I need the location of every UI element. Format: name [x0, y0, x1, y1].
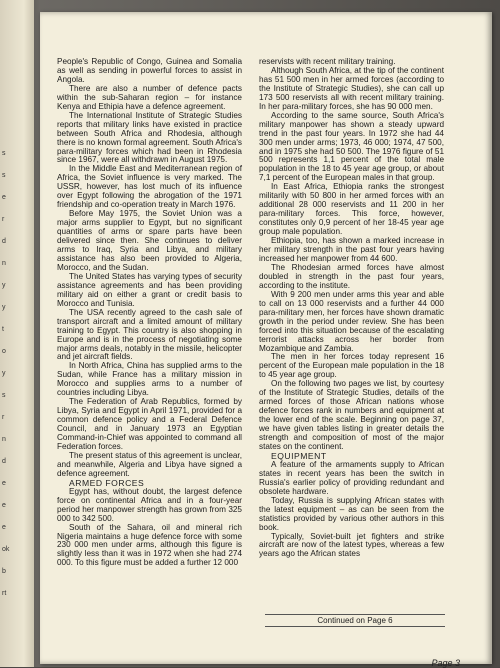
paragraph: Before May 1975, the Soviet Union was a major arms supplier to Egypt, but no significant quantities of arms or spare parts have been delivered since then. She continues to deliver arms to Iraq, Syria and Libya, and military assistance has also been provided to Algeria, Morocco, and the Sudan.: [57, 209, 242, 272]
paragraph: The men in her forces today represent 16 percent of the European male population in the 18 to 45 year age group.: [259, 352, 444, 380]
left-page-fragment: n: [2, 260, 6, 267]
column-right-after: [259, 461, 444, 559]
paragraph: The USA recently agreed to the cash sale of transport aircraft and a limited amount of military training to Egypt. This country is also shopping in Europe and is in the process of negotiating some major arms deals, notably in the missile, helicopter and jet aircraft fields.: [57, 307, 242, 362]
paragraph: The International Institute of Strategic Studies reports that military links have existed in practice between South Africa and Rhodesia, although there is no known formal agreement. South Africa's para-military forces which had been in Rhodesia since 1967, were all withdrawn in August 1975.: [57, 110, 242, 165]
heading-equipment: EQUIPMENT: [271, 450, 327, 461]
left-page-fragment: b: [2, 568, 6, 575]
left-page-fragment: ok: [2, 546, 10, 553]
column-right-body: [259, 58, 444, 452]
paragraph: According to the same source, South Africa's military manpower has shown a steady upward trend in the past four years. In 1972 she had 44 300 men under arms; 1973, 46 000; 1974, 47 500, and in 1975 she had 50 500. The 1976 figure of 51 500 represents 1,1 percent of the total male population in the 18 to 45 year age group, or about 7,1 percent of the European males in that group.: [259, 110, 444, 183]
left-page-fragment: e: [2, 524, 6, 531]
paragraph: Today, Russia is supplying African states with the latest equipment – as can be seen from the statistics provided by various other authors in this book.: [259, 495, 444, 532]
left-page-fragment: e: [2, 480, 6, 487]
left-page-fragment: y: [2, 282, 6, 289]
paragraph: The Federation of Arab Republics, formed by Libya, Syria and Egypt in April 1971, provided for a common defence policy and a Federal Defence Council, and in January 1973 an Egyptian Command-in-Chief was appointed to command all Federation forces.: [57, 397, 242, 451]
left-page-fragment: e: [2, 502, 6, 509]
column-left-after: [57, 488, 242, 569]
left-page-fragment: r: [2, 216, 5, 223]
paragraph: With 9 200 men under arms this year and able to call on 13 000 reservists and a further 44 000 para-military men, her forces have shown dramatic growth in the period under review. She has been forced into this situation because of the escalating terrorist attacks across her border from Mozambique and Zambia.: [259, 289, 444, 353]
paragraph: People's Republic of Congo, Guinea and Somalia as well as sending in powerful forces to assist in Angola.: [57, 57, 242, 84]
left-page-fragment: n: [2, 436, 6, 443]
paragraph: The present status of this agreement is unclear, and meanwhile, Algeria and Libya have signed a defence agreement.: [57, 450, 242, 478]
left-page-fragment: y: [2, 304, 6, 311]
left-page-fragment: s: [2, 392, 6, 399]
left-page-fragment: rt: [2, 590, 7, 597]
paragraph: Ethiopia, too, has shown a marked increase in her military strength in the past four years having increased her manpower from 44 600.: [259, 236, 444, 263]
continued-note: Continued on Page 6: [265, 614, 445, 627]
column-left-body: [57, 58, 242, 479]
paragraph: On the following two pages we list, by courtesy of the Institute of Strategic Studies, details of the armed forces of those African nations whose defence forces rank in numbers and equipment at the lower end of the scale. Beginning on page 37, we have given tables listing in greater details the strength and composition of most of the major states on the continent.: [259, 379, 444, 451]
page-number: Page 3: [431, 658, 460, 668]
left-page-edge: [0, 0, 34, 667]
paragraph: Typically, Soviet-built jet fighters and strike aircraft are now of the latest types, whereas a few years ago the African states: [259, 531, 444, 559]
paragraph: A feature of the armaments supply to African states in recent years has been the switch in Russia's earlier policy of providing redundant and obsolete hardware.: [259, 459, 444, 496]
heading-armed-forces: ARMED FORCES: [69, 477, 145, 488]
paragraph: In the Middle East and Mediterranean region of Africa, the Soviet influence is very marked. The USSR, however, has lost much of its influence over Egypt following the abrogation of the 1971 friendship and co-operation treaty in March 1976.: [57, 164, 242, 210]
left-page-fragment: y: [2, 370, 6, 377]
left-page-fragment: e: [2, 194, 6, 201]
left-page-fragment: o: [2, 348, 6, 355]
left-page-fragment: d: [2, 238, 6, 245]
paragraph: Although South Africa, at the tip of the continent has 51 500 men in her armed forces (according to the Institute of Strategic Studies), she can call up 173 500 reservists all with recent military training. In her para-military forces, she has 90 000 men.: [259, 65, 444, 111]
paragraph: reservists with recent military training.: [259, 57, 396, 66]
column-right: [259, 58, 444, 559]
paragraph: Egypt has, without doubt, the largest defence force on continental Africa and in a four-year period her manpower strength has grown from 325 000 to 342 500.: [57, 486, 242, 523]
paragraph: The United States has varying types of security assistance agreements and has been providing military aid on either a grant or credit basis to Morocco and Tunisia.: [57, 271, 242, 308]
left-page-fragment: s: [2, 150, 6, 157]
left-page-fragment: r: [2, 414, 5, 421]
paragraph: In North Africa, China has supplied arms to the Sudan, while France has a military mission in Morocco and supplies arms to a number of countries including Libya.: [57, 361, 242, 398]
paragraph: In East Africa, Ethiopia ranks the strongest militarily with 50 800 in her armed forces with an additional 28 000 reservists and 11 200 in her para-military forces. This force, however, constitutes only 0,9 percent of her 18-45 year age group male population.: [259, 182, 444, 237]
paragraph: The Rhodesian armed forces have almost doubled in strength in the past four years, according to the institute.: [259, 262, 444, 290]
column-left: [57, 58, 242, 568]
document-page: [40, 12, 492, 668]
paragraph: There are also a number of defence pacts within the sub-Saharan region – for instance Kenya and Ethipia have a defence agreement.: [57, 83, 242, 111]
left-page-fragment: s: [2, 172, 6, 179]
left-page-fragment: d: [2, 458, 6, 465]
paragraph: South of the Sahara, oil and mineral rich Nigeria maintains a huge defence force with some 230 000 men under arms, although this figure is slightly less than it was in 1972 when she had 274 000. To this figure must be added a further 12 000: [57, 522, 242, 568]
left-page-fragment: t: [2, 326, 4, 333]
